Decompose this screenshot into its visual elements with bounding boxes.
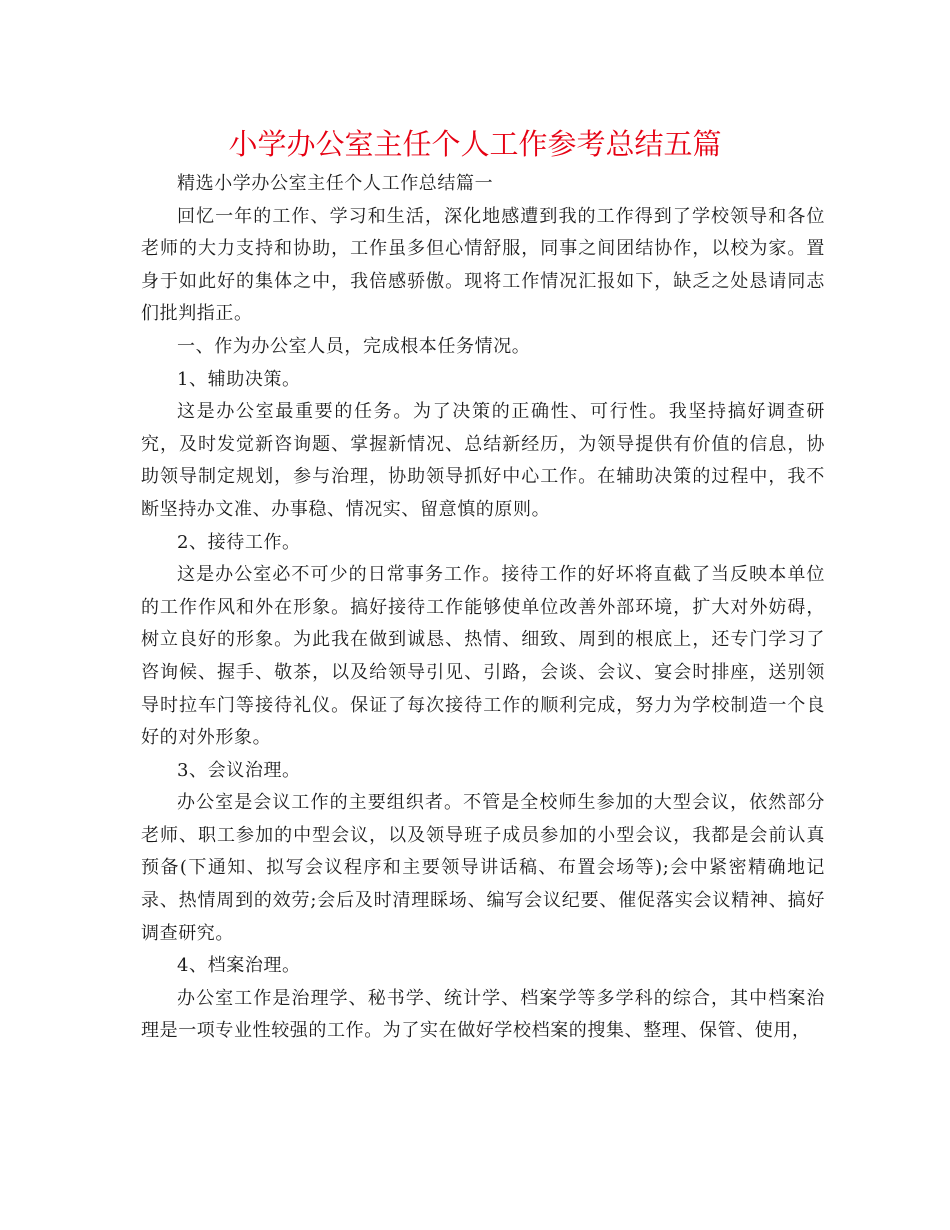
- paragraph: 回忆一年的工作、学习和生活，深化地感遭到我的工作得到了学校领导和各位老师的大力支持和协助，工作虽多但心情舒服，同事之间团结协作，以校为家。置身于如此好的集体之中，我倍感骄傲。现将工作情况汇报如下，缺乏之处恳请同志们批判指正。: [141, 205, 825, 325]
- paragraph: 这是办公室最重要的任务。为了决策的正确性、可行性。我坚持搞好调查研究，及时发觉新咨询题、掌握新情况、总结新经历，为领导提供有价值的信息，协助领导制定规划，参与治理，协助领导抓好中心工作。在辅助决策的过程中，我不断坚持办文准、办事稳、情况实、留意慎的原则。: [141, 401, 825, 520]
- document-body: [141, 168, 825, 1048]
- subsection-heading: 1、辅助决策。: [177, 368, 301, 390]
- subsection-heading: 4、档案治理。: [177, 955, 301, 977]
- section-heading: 一、作为办公室人员，完成根本任务情况。: [177, 335, 531, 357]
- subsection-heading: 3、会议治理。: [177, 759, 301, 781]
- subsection-heading: 2、接待工作。: [177, 531, 301, 553]
- paragraph: 这是办公室必不可少的日常事务工作。接待工作的好坏将直截了当反映本单位的工作作风和外在形象。搞好接待工作能够使单位改善外部环境，扩大对外妨碍，树立良好的形象。为此我在做到诚恳、热情、细致、周到的根底上，还专门学习了咨询候、握手、敬茶，以及给领导引见、引路，会谈、会议、宴会时排座，送别领导时拉车门等接待礼仪。保证了每次接待工作的顺利完成，努力为学校制造一个良好的对外形象。: [141, 564, 825, 749]
- section-heading: 精选小学办公室主任个人工作总结篇一: [177, 173, 494, 194]
- paragraph: 办公室是会议工作的主要组织者。不管是全校师生参加的大型会议，依然部分老师、职工参加的中型会议，以及领导班子成员参加的小型会议，我都是会前认真预备(下通知、拟写会议程序和主要领导讲话稿、布置会场等);会中紧密精确地记录、热情周到的效劳;会后及时清理睬场、编写会议纪要、催促落实会议精神、搞好调查研究。: [141, 792, 825, 944]
- paragraph: 办公室工作是治理学、秘书学、统计学、档案学等多学科的综合，其中档案治理是一项专业性较强的工作。为了实在做好学校档案的搜集、整理、保管、使用，: [141, 987, 825, 1042]
- document-title: 小学办公室主任个人工作参考总结五篇: [228, 127, 722, 161]
